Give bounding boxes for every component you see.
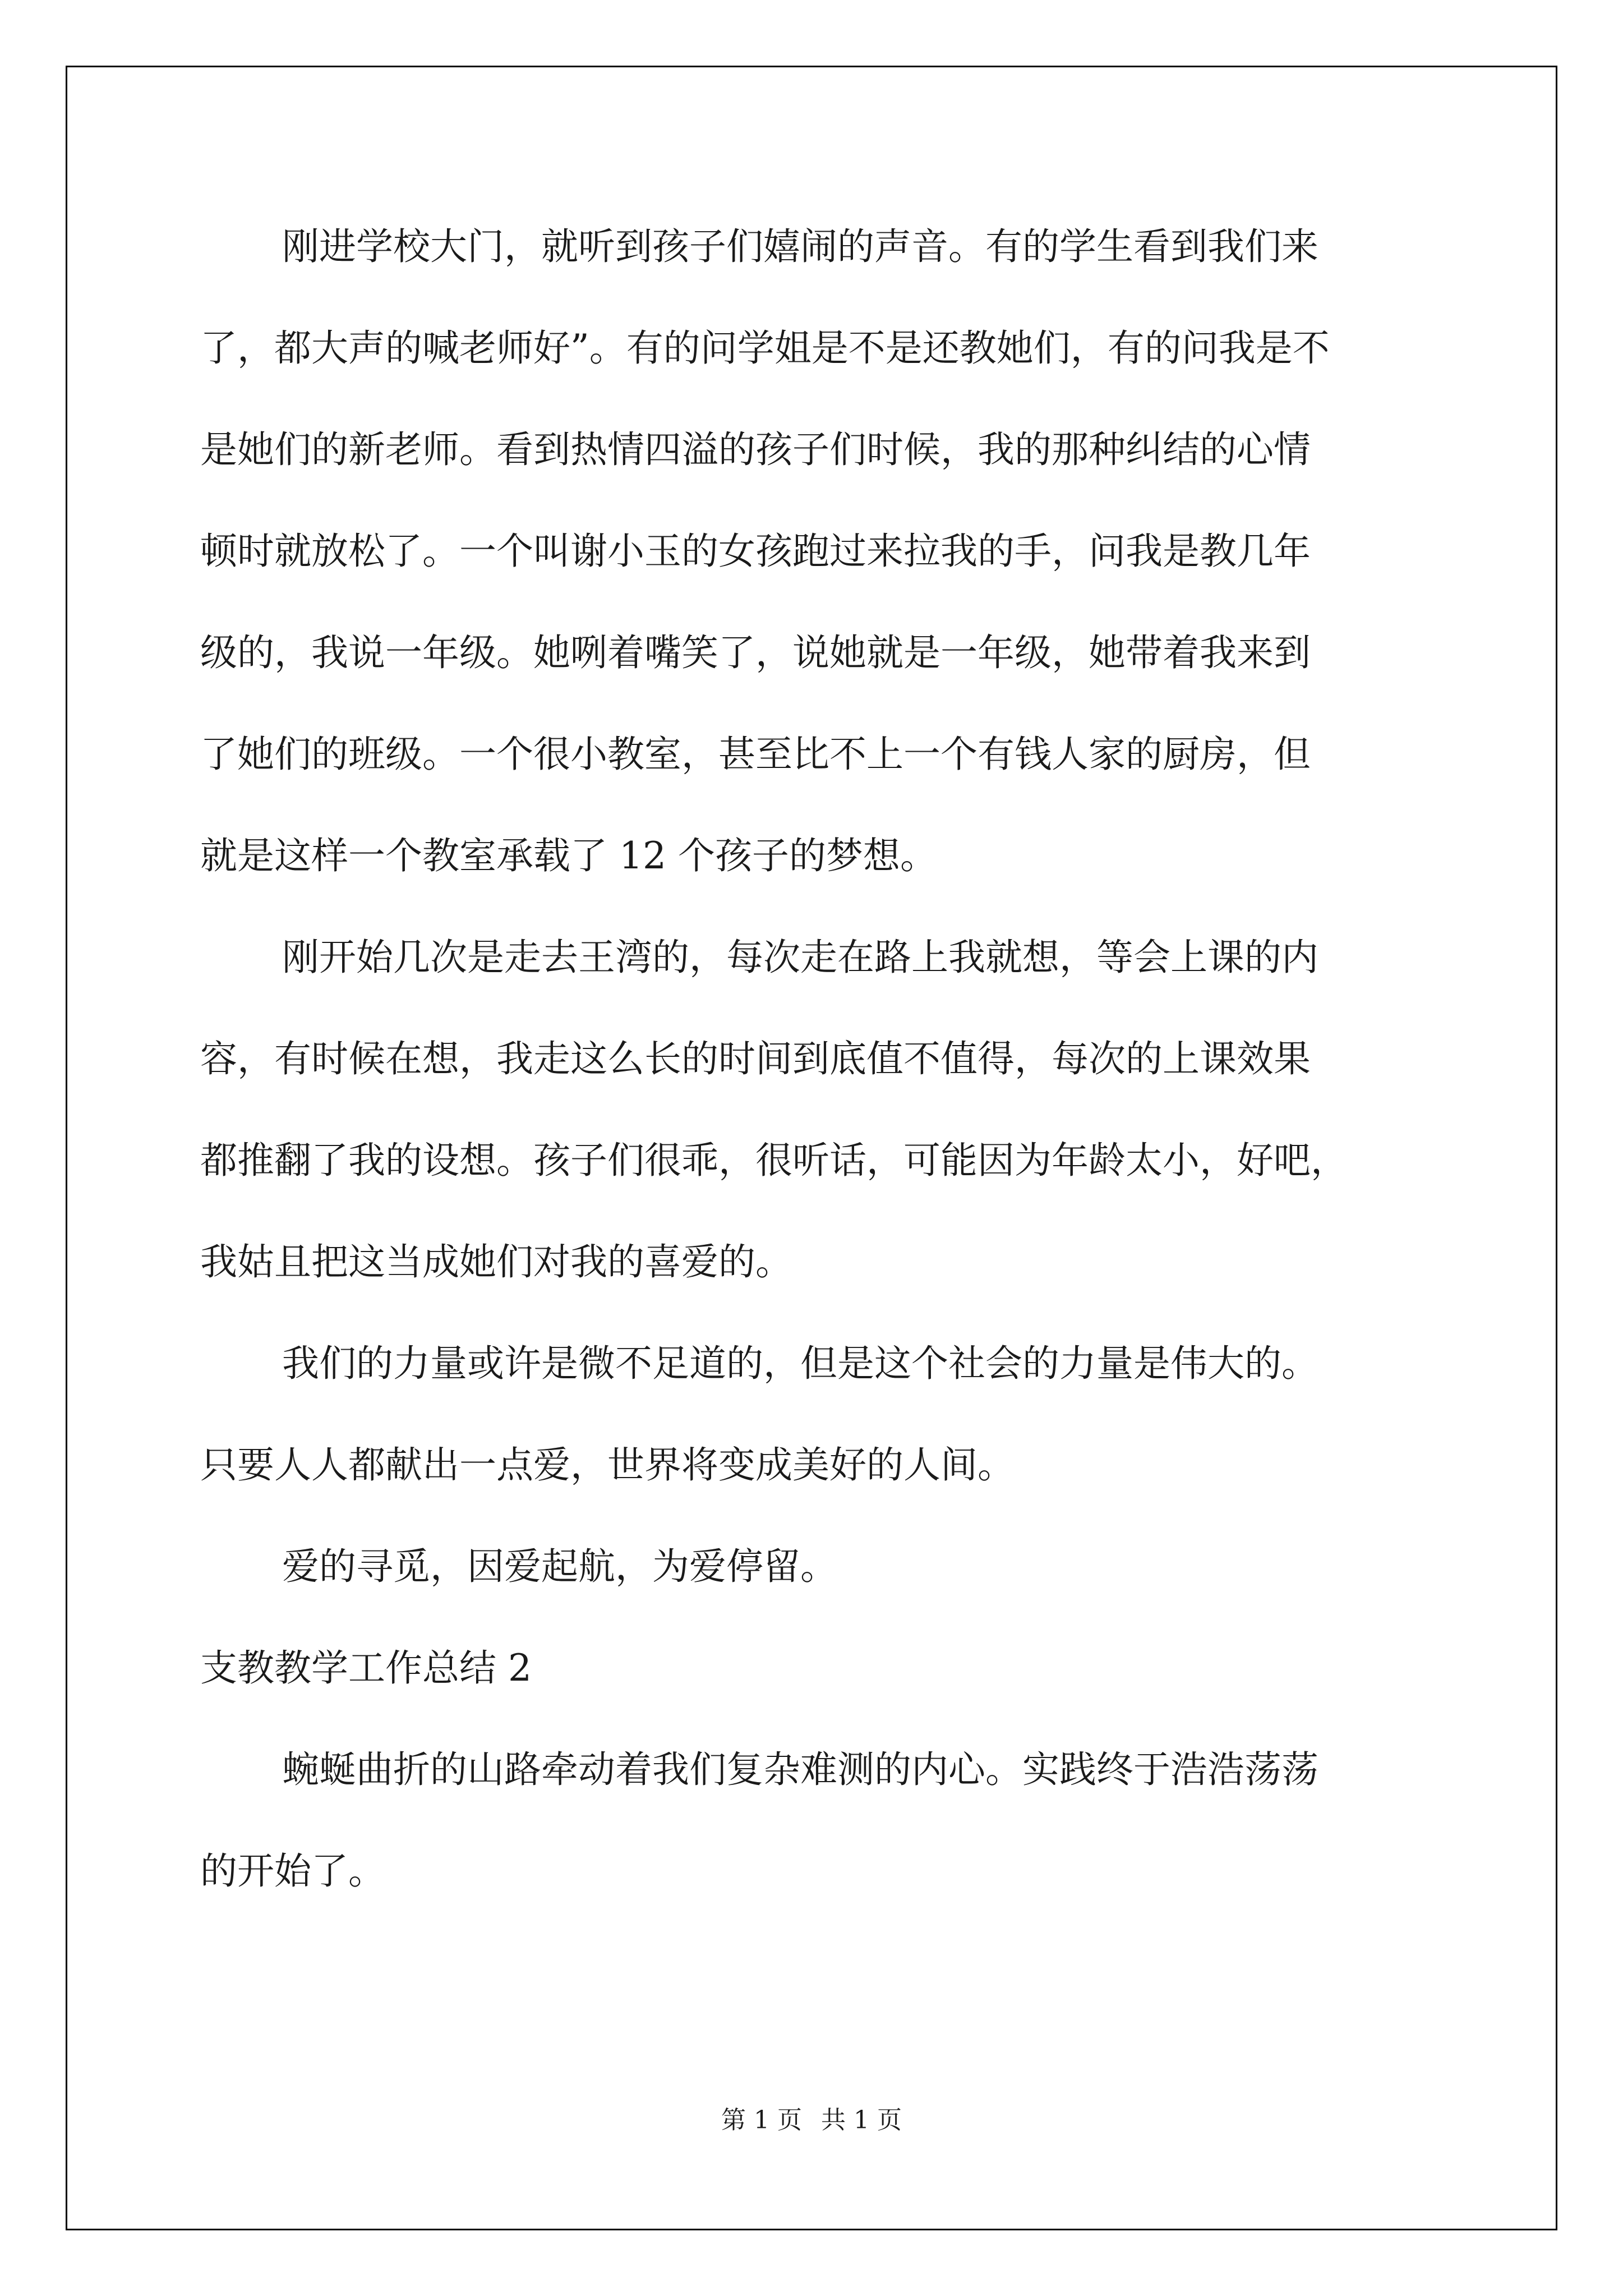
paragraph-line: 级的，我说一年级。她咧着嘴笑了，说她就是一年级，她带着我来到 [200, 631, 1311, 674]
paragraph-line: 容，有时候在想，我走这么长的时间到底值不值得，每次的上课效果 [200, 1037, 1311, 1080]
paragraph-line: 我们的力量或许是微不足道的，但是这个社会的力量是伟大的。 [282, 1342, 1318, 1385]
page-number: 第 1 页 [721, 2106, 802, 2134]
page-total: 共 1 页 [821, 2106, 902, 2134]
paragraph-line: 了，都大声的喊老师好”。有的问学姐是不是还教她们，有的问我是不 [200, 326, 1330, 370]
paragraph-line: 顿时就放松了。一个叫谢小玉的女孩跑过来拉我的手，问我是教几年 [200, 530, 1311, 573]
paragraph-line: 就是这样一个教室承载了 12 个孩子的梦想。 [200, 834, 937, 877]
paragraph-line: 是她们的新老师。看到热情四溢的孩子们时候，我的那种纠结的心情 [200, 428, 1311, 471]
paragraph-line: 爱的寻觅，因爱起航，为爱停留。 [282, 1545, 837, 1588]
page-footer [0, 2105, 1623, 2136]
paragraph-line: 我姑且把这当成她们对我的喜爱的。 [200, 1240, 792, 1283]
section-heading: 支教教学工作总结 2 [200, 1646, 532, 1690]
paragraph-line: 的开始了。 [200, 1849, 385, 1893]
paragraph-line: 刚开始几次是走去王湾的，每次走在路上我就想，等会上课的内 [282, 936, 1318, 979]
paragraph-line: 刚进学校大门，就听到孩子们嬉闹的声音。有的学生看到我们来 [282, 225, 1318, 268]
paragraph-line: 都推翻了我的设想。孩子们很乖，很听话，可能因为年龄太小，好吧， [200, 1139, 1348, 1182]
paragraph-line: 蜿蜒曲折的山路牵动着我们复杂难测的内心。实践终于浩浩荡荡 [282, 1748, 1318, 1791]
paragraph-line: 只要人人都献出一点爱，世界将变成美好的人间。 [200, 1443, 1015, 1487]
paragraph-line: 了她们的班级。一个很小教室，甚至比不上一个有钱人家的厨房，但 [200, 733, 1311, 776]
